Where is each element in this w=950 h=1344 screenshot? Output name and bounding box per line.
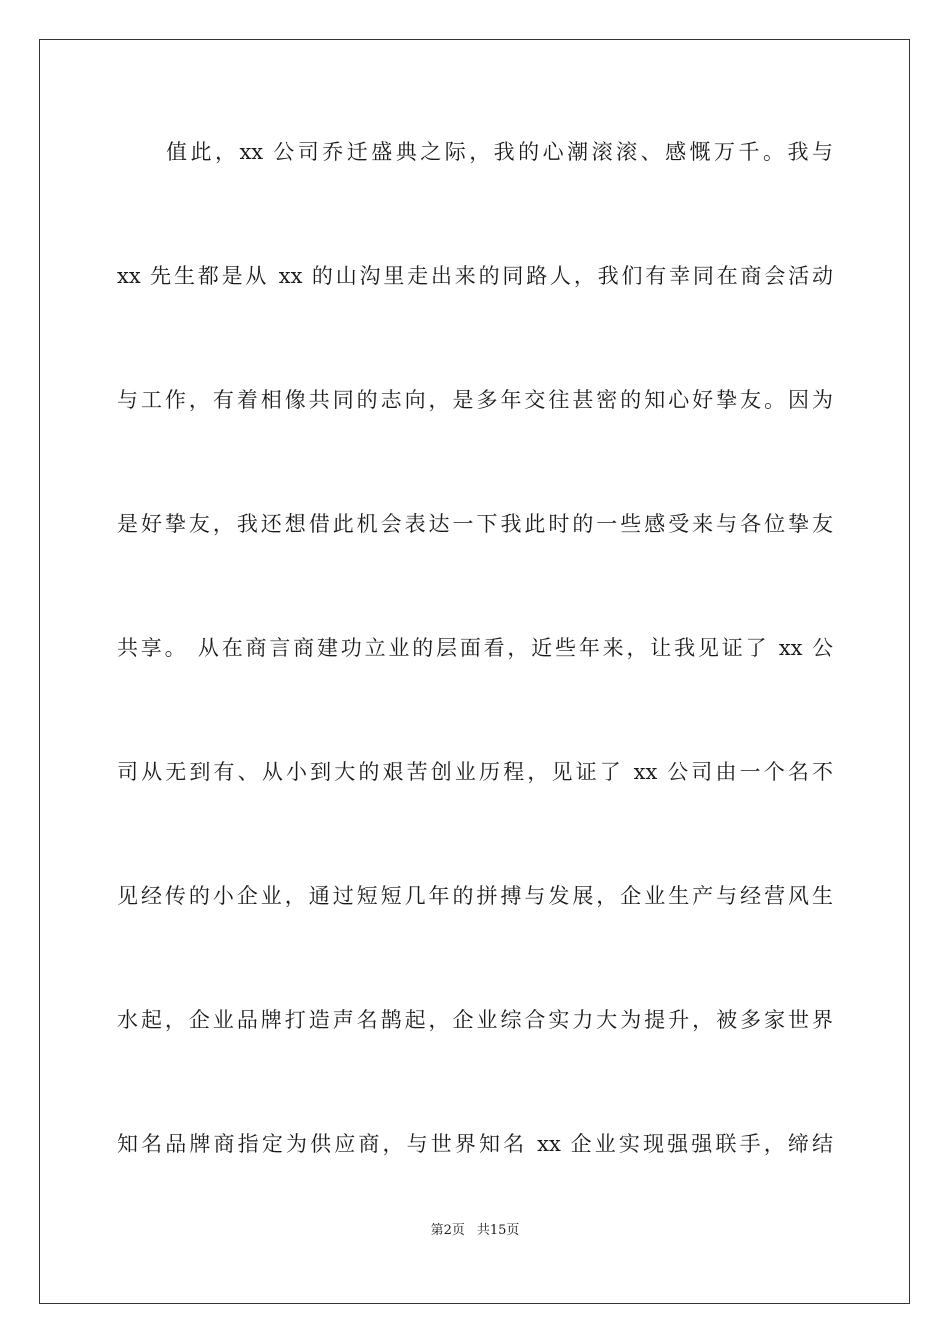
- body-line-3: 与工作，有着相像共同的志向，是多年交往甚密的知心好挚友。因为: [117, 388, 833, 412]
- body-line-9: 知名品牌商指定为供应商，与世界知名 xx 企业实现强强联手，缔结: [117, 1132, 833, 1156]
- body-line-6: 司从无到有、从小到大的艰苦创业历程，见证了 xx 公司由一个名不: [117, 760, 833, 784]
- body-line-8: 水起，企业品牌打造声名鹊起，企业综合实力大为提升，被多家世界: [117, 1008, 833, 1032]
- body-line-5: 共享。 从在商言商建功立业的层面看，近些年来，让我见证了 xx 公: [117, 636, 833, 660]
- page-footer: [0, 1219, 950, 1238]
- page-number-current: 第2页: [430, 1223, 465, 1238]
- body-line-4: 是好挚友，我还想借此机会表达一下我此时的一些感受来与各位挚友: [117, 512, 833, 536]
- page-number-total: 共15页: [476, 1223, 520, 1238]
- body-line-2: xx 先生都是从 xx 的山沟里走出来的同路人，我们有幸同在商会活动: [117, 264, 833, 288]
- body-line-7: 见经传的小企业，通过短短几年的拼搏与发展，企业生产与经营风生: [117, 884, 833, 908]
- body-line-1: 值此，xx 公司乔迁盛典之际，我的心潮滚滚、感慨万千。我与: [166, 140, 833, 164]
- page-border: [39, 39, 910, 1304]
